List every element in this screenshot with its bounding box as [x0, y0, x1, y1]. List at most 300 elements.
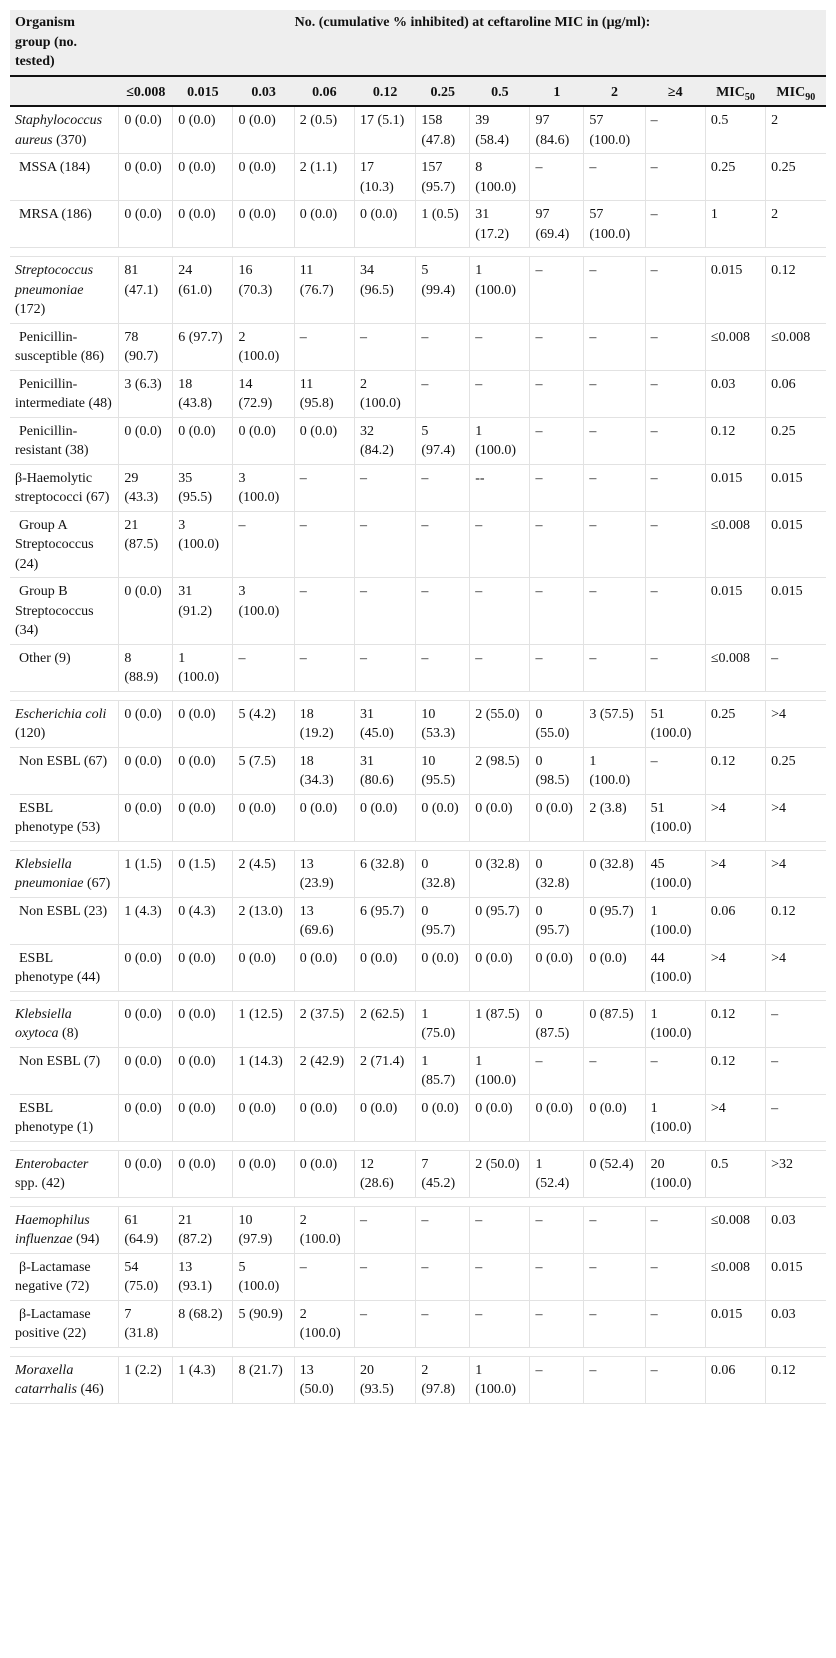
organism-cell [10, 106, 119, 154]
organism-label [15, 1213, 99, 1248]
mic90-cell: 0.03 [766, 1206, 826, 1253]
group-separator-row [10, 841, 826, 850]
organism-count-text: Penicillin-intermediate (48) [15, 376, 112, 411]
header-row-title [10, 10, 826, 76]
mic-value-cell: – [530, 370, 584, 417]
organism-count-text: ESBL phenotype (44) [15, 950, 101, 985]
mic-value-cell: 0 (0.0) [233, 794, 294, 841]
mic-value-cell: 0 (0.0) [119, 106, 173, 154]
organism-count-text: Non ESBL (67) [19, 753, 108, 769]
organism-count-text: MRSA (186) [19, 207, 92, 222]
mic-value-cell: – [584, 578, 645, 645]
mic-value-cell: 1 (12.5) [233, 1000, 294, 1047]
table-row [10, 944, 826, 991]
mic-value-cell: – [530, 1300, 584, 1347]
mic-value-cell: 5 (90.9) [233, 1300, 294, 1347]
mic-value-cell: 2 (13.0) [233, 897, 294, 944]
table-row [10, 578, 826, 645]
mic90-column-header-subscript: 90 [805, 91, 816, 103]
mic-value-cell: 0 (0.0) [233, 154, 294, 201]
mic-value-cell: 31 (17.2) [470, 201, 530, 248]
mic-value-cell: – [355, 578, 416, 645]
mic-value-cell: 0 (0.0) [233, 417, 294, 464]
mic90-cell: 0.03 [766, 1300, 826, 1347]
group-separator-row [10, 691, 826, 700]
organism-label [15, 857, 110, 892]
organism-cell [10, 850, 119, 897]
mic90-cell: 0.25 [766, 417, 826, 464]
mic-value-cell: 21 (87.2) [173, 1206, 233, 1253]
organism-label [15, 584, 94, 638]
mic-value-cell: 5 (99.4) [416, 257, 470, 324]
organism-count-text: Other (9) [19, 650, 71, 666]
mic-value-cell: 0 (95.7) [470, 897, 530, 944]
mic50-cell: >4 [705, 1094, 765, 1141]
table-row [10, 1000, 826, 1047]
mic-value-cell: – [645, 323, 705, 370]
organism-cell [10, 1150, 119, 1197]
mic-value-cell: 3 (6.3) [119, 370, 173, 417]
organism-species-name: Haemophilus influenzae [15, 1212, 90, 1247]
mic-value-cell: 0 (87.5) [530, 1000, 584, 1047]
table-row [10, 417, 826, 464]
table-row [10, 464, 826, 511]
mic-value-cell: 17 (10.3) [355, 154, 416, 201]
organism-count-text: spp. (42) [15, 1176, 65, 1191]
mic-value-cell: – [530, 257, 584, 324]
mic-value-cell: 0 (52.4) [584, 1150, 645, 1197]
mic-value-cell: 5 (4.2) [233, 700, 294, 747]
mic-value-cell: 0 (0.0) [355, 944, 416, 991]
mic50-cell: 0.25 [705, 154, 765, 201]
mic-value-cell: – [530, 578, 584, 645]
organism-label [15, 904, 107, 919]
organism-cell [10, 323, 119, 370]
mic50-cell: ≤0.008 [705, 1253, 765, 1300]
mic-value-cell: 0 (0.0) [416, 944, 470, 991]
table-row [10, 257, 826, 324]
mic-value-cell: 0 (32.8) [416, 850, 470, 897]
organism-label [15, 951, 100, 986]
mic-value-cell: 97 (69.4) [530, 201, 584, 248]
mic-value-cell: 31 (91.2) [173, 578, 233, 645]
mic-value-cell: 51 (100.0) [645, 794, 705, 841]
mic-column-header: 0.5 [470, 76, 530, 107]
mic-value-cell: 57 (100.0) [584, 106, 645, 154]
organism-count-text: β-Haemolytic streptococci (67) [15, 470, 110, 505]
mic-value-cell: 2 (100.0) [355, 370, 416, 417]
mic-value-cell: 17 (5.1) [355, 106, 416, 154]
mic-value-cell: 2 (1.1) [294, 154, 354, 201]
mic50-cell: >4 [705, 794, 765, 841]
organism-species-name: Klebsiella oxytoca [15, 1006, 72, 1041]
mic-value-cell: 0 (0.0) [119, 578, 173, 645]
mic-value-cell: – [530, 323, 584, 370]
mic-value-cell: 0 (55.0) [530, 700, 584, 747]
organism-count-text: (370) [52, 132, 87, 148]
organism-label [15, 1363, 104, 1398]
mic-value-cell: 6 (97.7) [173, 323, 233, 370]
header-row-mic-values [10, 76, 826, 107]
organism-group-header: Organism group (no. tested) [10, 10, 119, 76]
mic-column-header: 0.12 [355, 76, 416, 107]
mic-value-cell: – [355, 464, 416, 511]
mic-value-cell: 0 (0.0) [119, 1047, 173, 1094]
mic90-column-header [766, 76, 826, 107]
mic90-cell: 0.06 [766, 370, 826, 417]
separator-cell [10, 248, 826, 257]
organism-cell [10, 1300, 119, 1347]
mic90-cell: ≤0.008 [766, 323, 826, 370]
mic-value-cell: 0 (87.5) [584, 1000, 645, 1047]
mic-value-cell: 0 (0.0) [119, 944, 173, 991]
mic-value-cell: 0 (0.0) [355, 201, 416, 248]
mic90-cell: 0.015 [766, 511, 826, 578]
mic50-cell: 1 [705, 201, 765, 248]
separator-cell [10, 1347, 826, 1356]
mic50-cell: ≤0.008 [705, 323, 765, 370]
organism-count-text: (94) [72, 1232, 100, 1247]
organism-label [15, 651, 71, 666]
mic-value-cell: – [470, 323, 530, 370]
group-separator-row [10, 1141, 826, 1150]
mic-value-cell: – [584, 370, 645, 417]
mic-value-cell: – [233, 644, 294, 691]
mic-value-cell: – [294, 1253, 354, 1300]
mic-value-cell: 2 (50.0) [470, 1150, 530, 1197]
mic-value-cell: 0 (95.7) [416, 897, 470, 944]
mic90-cell: >32 [766, 1150, 826, 1197]
mic-value-cell: 0 (0.0) [355, 1094, 416, 1141]
mic-value-cell: 1 (100.0) [470, 257, 530, 324]
mic-value-cell: – [584, 257, 645, 324]
mic-value-cell: 14 (72.9) [233, 370, 294, 417]
mic90-cell: 0.12 [766, 897, 826, 944]
organism-count-text: Penicillin-susceptible (86) [15, 329, 105, 364]
separator-cell [10, 1197, 826, 1206]
mic-value-cell: 5 (97.4) [416, 417, 470, 464]
mic-value-cell: 20 (100.0) [645, 1150, 705, 1197]
mic-value-cell: 44 (100.0) [645, 944, 705, 991]
table-row [10, 1206, 826, 1253]
mic-value-cell: 10 (97.9) [233, 1206, 294, 1253]
organism-species-name: Enterobacter [15, 1156, 89, 1172]
mic50-cell: 0.015 [705, 1300, 765, 1347]
organism-cell [10, 154, 119, 201]
group-separator-row [10, 991, 826, 1000]
mic-value-cell: 18 (43.8) [173, 370, 233, 417]
mic-value-cell: 31 (80.6) [355, 747, 416, 794]
mic-value-cell: – [645, 1253, 705, 1300]
mic50-cell: >4 [705, 944, 765, 991]
organism-label [15, 113, 102, 148]
mic-value-cell: 61 (64.9) [119, 1206, 173, 1253]
mic90-cell: 0.015 [766, 464, 826, 511]
mic-value-cell: 2 (100.0) [294, 1300, 354, 1347]
mic-value-cell: – [530, 1356, 584, 1403]
mic90-cell: 0.25 [766, 154, 826, 201]
mic-value-cell: – [470, 1206, 530, 1253]
organism-species-name: Staphylococcus aureus [15, 113, 103, 148]
mic-value-cell: 10 (95.5) [416, 747, 470, 794]
mic-value-cell: 0 (0.0) [173, 794, 233, 841]
mic-value-cell: 158 (47.8) [416, 106, 470, 154]
organism-species-name: Moraxella catarrhalis [15, 1362, 77, 1397]
organism-cell [10, 417, 119, 464]
mic-value-cell: – [645, 747, 705, 794]
mic-value-cell: 1 (100.0) [470, 1356, 530, 1403]
mic50-cell: ≤0.008 [705, 1206, 765, 1253]
mic50-cell: >4 [705, 850, 765, 897]
organism-label [15, 1101, 93, 1136]
organism-cell [10, 257, 119, 324]
table-row [10, 1047, 826, 1094]
mic-value-cell: 51 (100.0) [645, 700, 705, 747]
mic-value-cell: – [530, 511, 584, 578]
mic-value-cell: 78 (90.7) [119, 323, 173, 370]
mic-value-cell: – [645, 644, 705, 691]
mic-value-cell: – [584, 1300, 645, 1347]
mic-distribution-table [10, 10, 826, 1404]
mic-value-cell: 1 (100.0) [645, 1094, 705, 1141]
mic-value-cell: – [416, 1206, 470, 1253]
organism-label [15, 207, 92, 222]
mic-value-cell: – [530, 1206, 584, 1253]
mic-value-cell: 0 (0.0) [119, 1094, 173, 1141]
mic-value-cell: 0 (0.0) [173, 1094, 233, 1141]
mic50-cell: ≤0.008 [705, 511, 765, 578]
mic-value-cell: 20 (93.5) [355, 1356, 416, 1403]
table-row [10, 1150, 826, 1197]
table-row [10, 201, 826, 248]
mic-value-cell: – [530, 644, 584, 691]
organism-cell [10, 370, 119, 417]
mic-value-cell: – [645, 1356, 705, 1403]
mic-value-cell: – [294, 323, 354, 370]
organism-cell [10, 1356, 119, 1403]
organism-cell [10, 944, 119, 991]
mic50-cell: 0.06 [705, 897, 765, 944]
mic-value-cell: – [355, 1253, 416, 1300]
mic-value-cell: 18 (34.3) [294, 747, 354, 794]
mic-value-cell: – [355, 1206, 416, 1253]
mic90-cell: >4 [766, 850, 826, 897]
organism-label [15, 801, 100, 836]
mic-value-cell: 0 (0.0) [233, 1150, 294, 1197]
mic-column-header: 0.25 [416, 76, 470, 107]
organism-cell [10, 464, 119, 511]
table-row [10, 644, 826, 691]
mic-value-cell: 2 (71.4) [355, 1047, 416, 1094]
mic50-cell: 0.015 [705, 257, 765, 324]
mic-value-cell: – [416, 370, 470, 417]
mic-value-cell: 12 (28.6) [355, 1150, 416, 1197]
mic50-column-header-base: MIC [716, 84, 745, 100]
mic-title-header: No. (cumulative % inhibited) at ceftaroline MIC in (μg/ml): [119, 10, 826, 76]
mic-value-cell: 0 (98.5) [530, 747, 584, 794]
separator-cell [10, 691, 826, 700]
mic-value-cell: 24 (61.0) [173, 257, 233, 324]
table-row [10, 511, 826, 578]
mic-value-cell: 2 (42.9) [294, 1047, 354, 1094]
mic-value-cell: – [470, 1253, 530, 1300]
mic-value-cell: – [416, 1253, 470, 1300]
table-row [10, 154, 826, 201]
mic-value-cell: 7 (45.2) [416, 1150, 470, 1197]
organism-label [15, 471, 109, 506]
organism-label [15, 1007, 78, 1042]
mic90-cell: – [766, 1094, 826, 1141]
mic-value-cell: – [470, 511, 530, 578]
mic-value-cell: 1 (0.5) [416, 201, 470, 248]
mic-value-cell: 1 (75.0) [416, 1000, 470, 1047]
table-row [10, 850, 826, 897]
mic-value-cell: 0 (0.0) [119, 201, 173, 248]
mic50-cell: 0.12 [705, 747, 765, 794]
table-row [10, 323, 826, 370]
mic-value-cell: 8 (88.9) [119, 644, 173, 691]
organism-count-text: Group B Streptococcus (34) [15, 584, 94, 638]
mic-value-cell: 0 (4.3) [173, 897, 233, 944]
separator-cell [10, 841, 826, 850]
table-header [10, 10, 826, 106]
mic-value-cell: 13 (50.0) [294, 1356, 354, 1403]
mic-value-cell: 1 (100.0) [584, 747, 645, 794]
mic50-cell: 0.5 [705, 1150, 765, 1197]
mic-value-cell: 0 (95.7) [530, 897, 584, 944]
mic50-cell: 0.06 [705, 1356, 765, 1403]
mic-value-cell: 6 (95.7) [355, 897, 416, 944]
mic-value-cell: 1 (100.0) [645, 897, 705, 944]
organism-count-text: β-Lactamase positive (22) [15, 1306, 91, 1341]
organism-count-text: Non ESBL (23) [19, 903, 108, 919]
table-row [10, 747, 826, 794]
mic-value-cell: – [294, 464, 354, 511]
mic-value-cell: 0 (0.0) [530, 794, 584, 841]
mic-value-cell: – [584, 417, 645, 464]
mic-value-cell: 1 (100.0) [470, 1047, 530, 1094]
mic-value-cell: 5 (7.5) [233, 747, 294, 794]
organism-cell [10, 511, 119, 578]
organism-cell [10, 578, 119, 645]
mic50-cell: ≤0.008 [705, 644, 765, 691]
mic-value-cell: – [645, 1300, 705, 1347]
mic-column-header: ≥4 [645, 76, 705, 107]
mic-column-header: 1 [530, 76, 584, 107]
mic-value-cell: 1 (87.5) [470, 1000, 530, 1047]
mic-value-cell: – [530, 1047, 584, 1094]
mic90-cell: 2 [766, 201, 826, 248]
mic50-column-header [705, 76, 765, 107]
mic-value-cell: 0 (0.0) [119, 1000, 173, 1047]
mic-value-cell: 0 (0.0) [119, 1150, 173, 1197]
organism-cell [10, 747, 119, 794]
mic90-cell: 0.015 [766, 578, 826, 645]
mic-value-cell: 39 (58.4) [470, 106, 530, 154]
mic-value-cell: 11 (76.7) [294, 257, 354, 324]
mic-value-cell: 13 (69.6) [294, 897, 354, 944]
mic90-cell: 0.12 [766, 1356, 826, 1403]
organism-count-text: (46) [76, 1382, 104, 1397]
mic-value-cell: 0 (0.0) [173, 944, 233, 991]
mic-value-cell: 8 (100.0) [470, 154, 530, 201]
mic-value-cell: 13 (23.9) [294, 850, 354, 897]
table-row [10, 1253, 826, 1300]
mic90-cell: – [766, 1000, 826, 1047]
separator-cell [10, 991, 826, 1000]
mic-value-cell: – [416, 578, 470, 645]
mic-value-cell: 2 (97.8) [416, 1356, 470, 1403]
mic-value-cell: 0 (1.5) [173, 850, 233, 897]
organism-label [15, 160, 90, 175]
mic-value-cell: – [584, 1253, 645, 1300]
mic-value-cell: 2 (55.0) [470, 700, 530, 747]
mic50-cell: 0.25 [705, 700, 765, 747]
mic90-cell: 0.12 [766, 257, 826, 324]
mic-value-cell: – [584, 1047, 645, 1094]
mic-value-cell: 35 (95.5) [173, 464, 233, 511]
mic-value-cell: 1 (2.2) [119, 1356, 173, 1403]
mic-value-cell: 0 (0.0) [294, 794, 354, 841]
mic-value-cell: – [584, 464, 645, 511]
mic-value-cell: 2 (62.5) [355, 1000, 416, 1047]
organism-count-text: β-Lactamase negative (72) [15, 1259, 91, 1294]
mic-value-cell: – [645, 201, 705, 248]
mic-value-cell: – [470, 1300, 530, 1347]
mic-value-cell: – [416, 644, 470, 691]
mic-value-cell: 0 (0.0) [294, 417, 354, 464]
mic-value-cell: – [584, 511, 645, 578]
organism-count-text: MSSA (184) [19, 160, 91, 175]
mic-value-cell: 0 (0.0) [173, 417, 233, 464]
mic-value-cell: 1 (85.7) [416, 1047, 470, 1094]
mic-column-header: ≤0.008 [119, 76, 173, 107]
mic-value-cell: 0 (0.0) [416, 1094, 470, 1141]
mic90-column-header-base: MIC [776, 84, 806, 100]
mic-value-cell: 2 (98.5) [470, 747, 530, 794]
mic90-cell: 2 [766, 106, 826, 154]
mic-value-cell: – [584, 323, 645, 370]
mic-value-cell: 0 (95.7) [584, 897, 645, 944]
mic-value-cell: 0 (0.0) [173, 1150, 233, 1197]
table-row [10, 370, 826, 417]
mic-value-cell: – [645, 1047, 705, 1094]
mic-value-cell: – [416, 1300, 470, 1347]
mic-value-cell: 45 (100.0) [645, 850, 705, 897]
mic-value-cell: 1 (100.0) [470, 417, 530, 464]
mic-value-cell: 0 (0.0) [470, 794, 530, 841]
mic-value-cell: – [645, 370, 705, 417]
mic50-column-header-subscript: 50 [744, 91, 755, 103]
mic-value-cell: – [645, 1206, 705, 1253]
organism-species-name: Escherichia coli [15, 706, 107, 722]
mic-column-header: 0.06 [294, 76, 354, 107]
mic-value-cell: 18 (19.2) [294, 700, 354, 747]
mic-column-header: 0.015 [173, 76, 233, 107]
mic-value-cell: 97 (84.6) [530, 106, 584, 154]
mic-value-cell: – [416, 511, 470, 578]
mic-value-cell: 0 (0.0) [119, 154, 173, 201]
mic-value-cell: 3 (100.0) [233, 578, 294, 645]
mic-value-cell: – [416, 323, 470, 370]
group-separator-row [10, 1347, 826, 1356]
mic90-cell: >4 [766, 794, 826, 841]
table-row [10, 1356, 826, 1403]
mic-value-cell: – [584, 1356, 645, 1403]
mic-value-cell: – [645, 417, 705, 464]
organism-count-text: Non ESBL (7) [19, 1053, 101, 1069]
mic-value-cell: 1 (100.0) [173, 644, 233, 691]
